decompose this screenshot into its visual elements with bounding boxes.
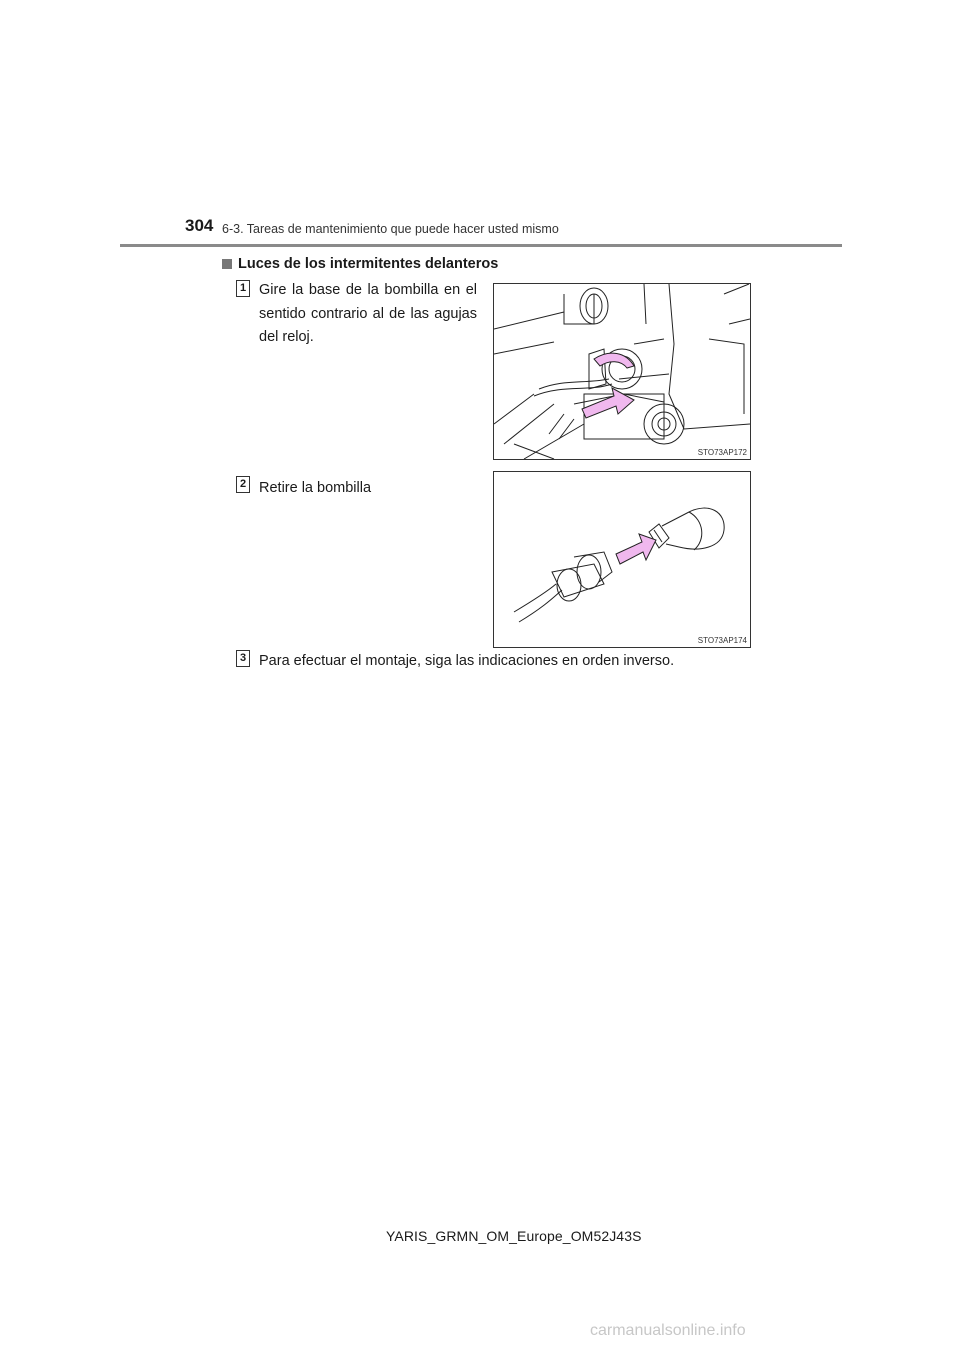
page-number: 304 (185, 216, 214, 235)
figure-code-1: STO73AP172 (697, 448, 747, 457)
insert-arrow-icon (616, 534, 656, 564)
figure-remove-bulb (493, 471, 751, 648)
square-bullet-icon (222, 259, 232, 269)
pull-arrow-icon (582, 388, 634, 418)
step-number-3: 3 (236, 650, 250, 667)
subheading-text: Luces de los intermitentes delanteros (238, 256, 499, 272)
step-1-text: Gire la base de la bombilla en el sentido contrario al de las agujas del reloj. (259, 282, 477, 345)
document-footer-id: YARIS_GRMN_OM_Europe_OM52J43S (386, 1228, 642, 1244)
watermark: carmanualsonline.info (590, 1322, 746, 1339)
rotate-arrow-icon (594, 353, 634, 368)
step-number-1: 1 (236, 280, 250, 297)
figure-code-2: STO73AP174 (697, 636, 747, 645)
figure-turn-bulb-base (493, 283, 751, 460)
step-number-2: 2 (236, 476, 250, 493)
header-divider (120, 244, 842, 247)
remove-bulb-illustration (494, 472, 750, 647)
step-2-text: Retire la bombilla (259, 480, 372, 496)
subheading (222, 256, 498, 272)
section-title: 6-3. Tareas de mantenimiento que puede hacer usted mismo (222, 222, 559, 236)
turn-bulb-base-illustration (494, 284, 750, 459)
step-3-text: Para efectuar el montaje, siga las indicaciones en orden inverso. (259, 653, 675, 669)
